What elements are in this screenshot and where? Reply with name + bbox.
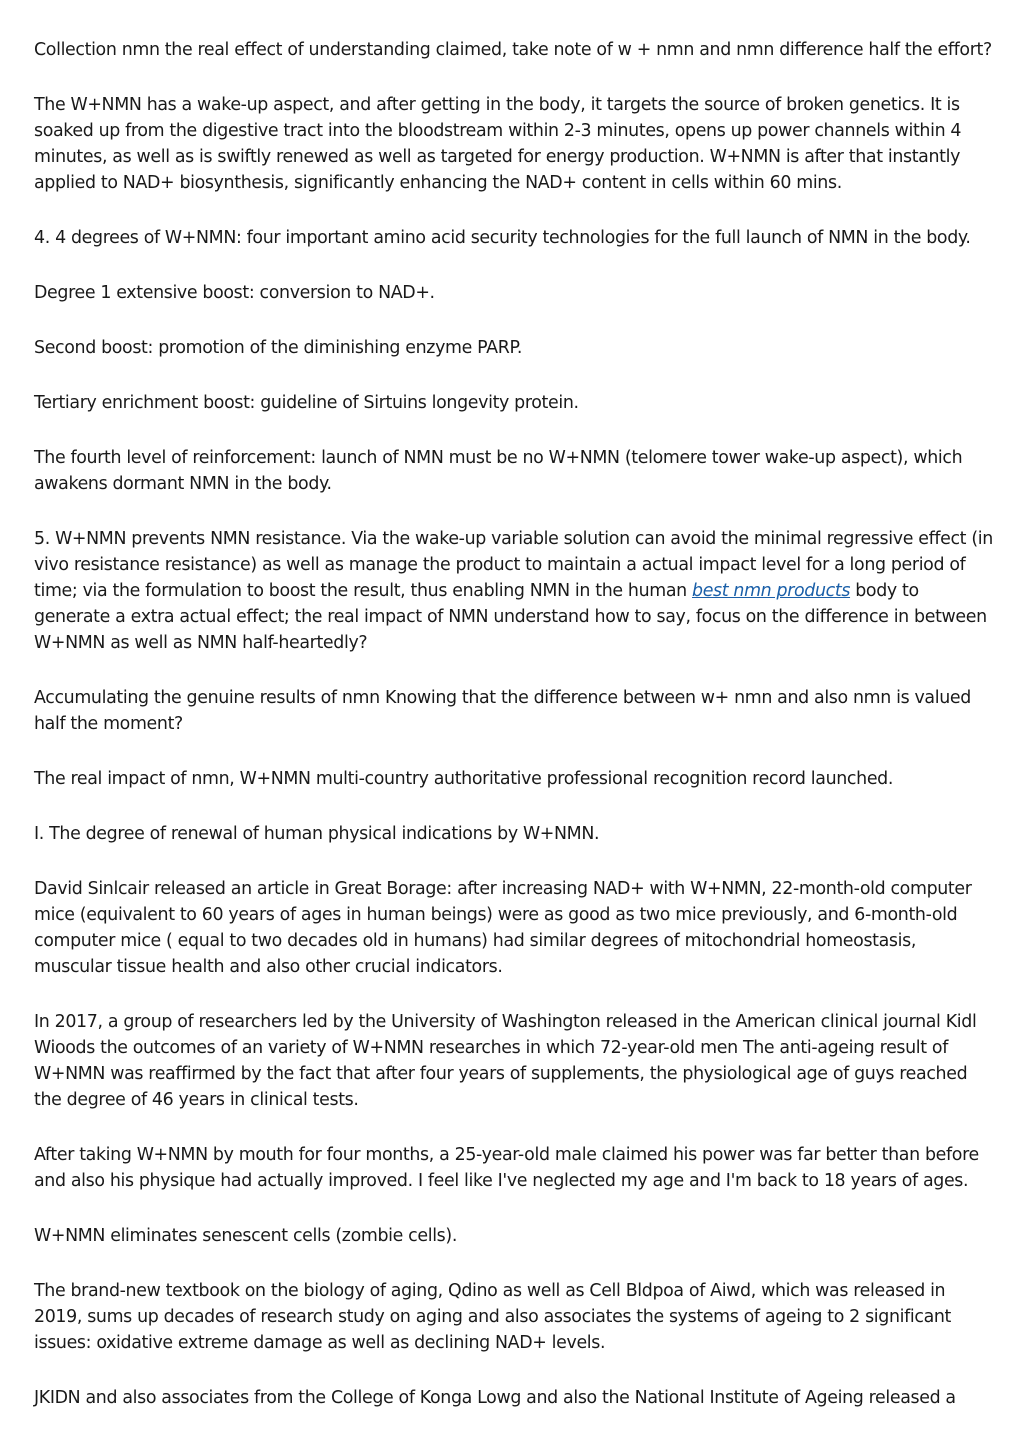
paragraph-fourth-level: The fourth level of reinforcement: launch of NMN must be no W+NMN (telomere tower wake-up aspect), which awakens dormant NMN in the body.: [34, 448, 963, 494]
paragraph-sinclair: David Sinlcair released an article in Great Borage: after increasing NAD+ with W+NMN, 22-month-old computer mice (equivalent to 60 years of ages in human beings) were as good as two mice previously, and 6-month-old computer mice ( equal to two decades old in humans) had similar degrees of mitochondrial homeostasis, muscular tissue health and also other crucial indicators.: [34, 879, 972, 977]
paragraph-section-i: I. The degree of renewal of human physical indications by W+NMN.: [34, 824, 600, 844]
paragraph-resistance: [34, 526, 996, 656]
paragraph-accumulating: Accumulating the genuine results of nmn Knowing that the difference between w+ nmn and also nmn is valued half the moment?: [34, 688, 971, 734]
paragraph-second-boost: Second boost: promotion of the diminishing enzyme PARP.: [34, 338, 523, 358]
best-nmn-products-link[interactable]: best nmn products: [692, 581, 851, 601]
paragraph-resistance-text-end: body to generate a extra actual effect; the real impact of NMN understand how to say, focus on the difference in between W+NMN as well as NMN half-heartedly?: [34, 581, 987, 653]
paragraph-resistance-text-start: 5. W+NMN prevents NMN resistance. Via the wake-up variable solution can avoid the minimal regressive effect (in vivo resistance resistance) as well as manage the product to maintain a actual impact level for a long period of time; via the formulation to boost the result, thus enabling NMN in the human: [34, 529, 993, 601]
paragraph-2017-study: In 2017, a group of researchers led by the University of Washington released in the American clinical journal Kidl Wioods the outcomes of an variety of W+NMN researches in which 72-year-old men The anti-ageing result of W+NMN was reaffirmed by the fact that after four years of supplements, the physiological age of guys reached the degree of 46 years in clinical tests.: [34, 1012, 977, 1110]
paragraph-tertiary-boost: Tertiary enrichment boost: guideline of Sirtuins longevity protein.: [34, 393, 579, 413]
paragraph-intro: Collection nmn the real effect of understanding claimed, take note of w + nmn and nmn difference half the effort?: [34, 40, 992, 60]
paragraph-senescent-cells: W+NMN eliminates senescent cells (zombie cells).: [34, 1226, 458, 1246]
article-body: [34, 37, 996, 1440]
paragraph-four-degrees: 4. 4 degrees of W+NMN: four important amino acid security technologies for the full launch of NMN in the body.: [34, 228, 971, 248]
paragraph-25-year-old: After taking W+NMN by mouth for four months, a 25-year-old male claimed his power was far better than before and also his physique had actually improved. I feel like I've neglected my age and I'm back to 18 years of ages.: [34, 1145, 979, 1191]
paragraph-wake-up-aspect: The W+NMN has a wake-up aspect, and after getting in the body, it targets the source of broken genetics. It is soaked up from the digestive tract into the bloodstream within 2-3 minutes, opens up power channels within 4 minutes, as well as is swiftly renewed as well as targeted for energy production. W+NMN is after that instantly applied to NAD+ biosynthesis, significantly enhancing the NAD+ content in cells within 60 mins.: [34, 95, 962, 193]
paragraph-textbook: The brand-new textbook on the biology of aging, Qdino as well as Cell Bldpoa of Aiwd, which was released in 2019, sums up decades of research study on aging and also associates the systems of ageing to 2 significant issues: oxidative extreme damage as well as declining NAD+ levels.: [34, 1281, 952, 1353]
paragraph-recognition-record: The real impact of nmn, W+NMN multi-country authoritative professional recognition record launched.: [34, 769, 894, 789]
paragraph-degree-1: Degree 1 extensive boost: conversion to NAD+.: [34, 283, 435, 303]
paragraph-jkidn: JKIDN and also associates from the College of Konga Lowg and also the National Institute of Ageing released a: [34, 1388, 956, 1408]
